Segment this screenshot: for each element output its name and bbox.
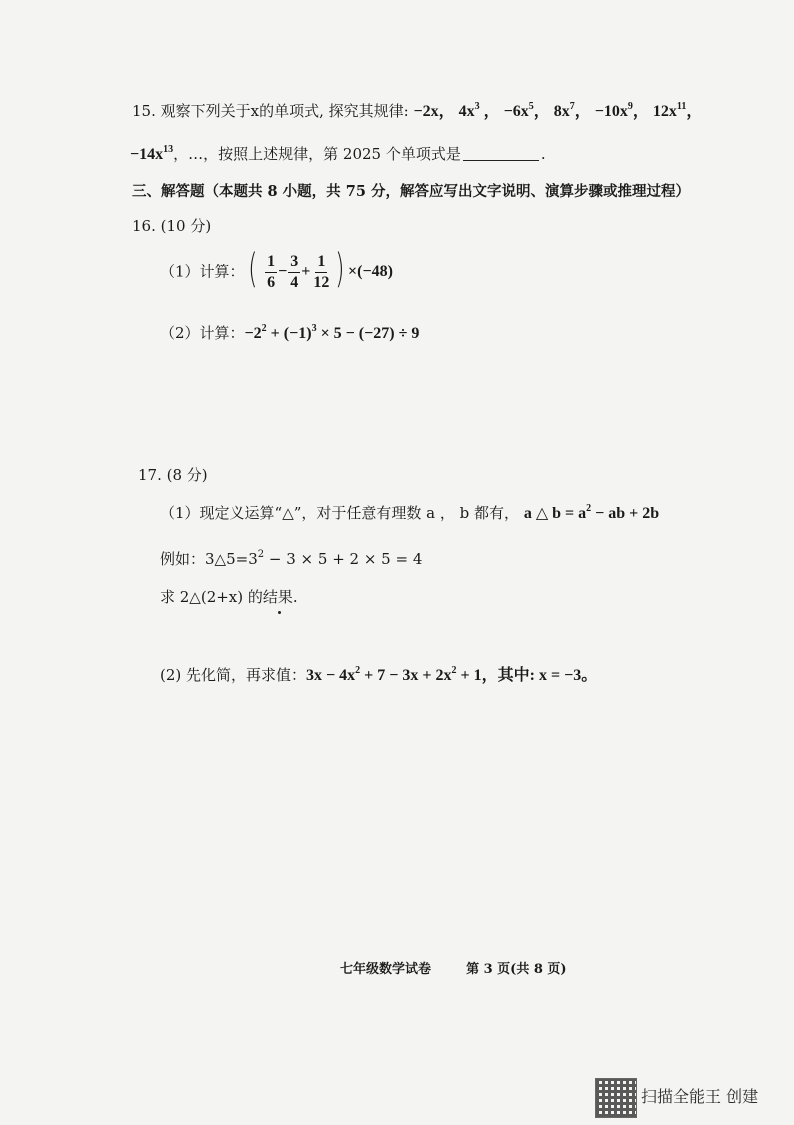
q15-stem: 15. 观察下列关于x的单项式, 探究其规律:: [132, 102, 414, 120]
q17-definition: a △ $b = a^2$ − ab + 2b: [523, 503, 660, 522]
q17-part2: (2) 先化简，再求值：$3x - 4x^2 + 7 - 3x + 2x^2 + 1$，其中: x = −3。: [160, 665, 598, 684]
q16-fraction-expr: $\frac{1}{6}$ − $\frac{3}{4}$ + $\frac{1}{12}$: [267, 252, 330, 291]
footer-subject: 七年级数学试卷: [340, 962, 432, 977]
q16-part1: （1）计算：( $\frac{1}{6}$ − $\frac{3}{4}$ + $\frac{1}{12}$ ) ×(−48): [160, 246, 393, 292]
q16-expr2: $-2^2 + (-1)^3 \times 5 - (-27) \div 9$: [244, 323, 420, 342]
fraction: $\frac{1}{6}$: [267, 252, 276, 291]
stray-dot: [278, 611, 281, 614]
q15-line2: $-14x^{13}$，…，按照上述规律，第 2025 个单项式是 .: [130, 144, 546, 163]
q17-example-expr: $3\triangle 5=3^2 - 3 \times 5 + 2 \times 5 = 4$: [205, 549, 423, 568]
section-heading: 三、解答题（本题共 8 小题，共 75 分，解答应写出文字说明、演算步骤或推理过程）: [132, 183, 690, 200]
scanner-watermark: 扫描全能王 创建: [641, 1087, 759, 1106]
q17-example: 例如：$3\triangle 5=3^2 - 3 \times 5 + 2 \times 5 = 4$: [160, 549, 423, 568]
q15-term-last: $-14x^{13}$: [130, 144, 174, 163]
q16-part2: （2）计算：$-2^2 + (-1)^3 \times 5 - (-27) \div 9$: [160, 323, 420, 342]
answer-blank[interactable]: [463, 148, 539, 161]
q17-expr2: $3x - 4x^2 + 7 - 3x + 2x^2 + 1$，其中: x = −3。: [306, 665, 598, 684]
q15-line1: [132, 98, 702, 121]
page-footer: [340, 958, 567, 977]
footer-page-number: 第 3 页(共 8 页): [466, 962, 567, 977]
q15-terms: −2x， $4x^3$ ， $-6x^5$， $8x^7$， $-10x^9$， $12x^{11}$，: [413, 101, 703, 120]
q17-part1: （1）现定义运算“△”，对于任意有理数 a ， b 都有， a △ $b = a^2$ − ab + 2b: [160, 503, 660, 522]
fraction: $\frac{3}{4}$: [290, 252, 299, 291]
fraction: $\frac{1}{12}$: [313, 252, 330, 291]
q17-label: 17. (8 分): [138, 466, 208, 484]
q17-ask: 求 2△(2+x) 的结果.: [160, 588, 298, 606]
q16-label: 16. (10 分): [132, 217, 212, 235]
qr-code-icon: [595, 1078, 637, 1118]
